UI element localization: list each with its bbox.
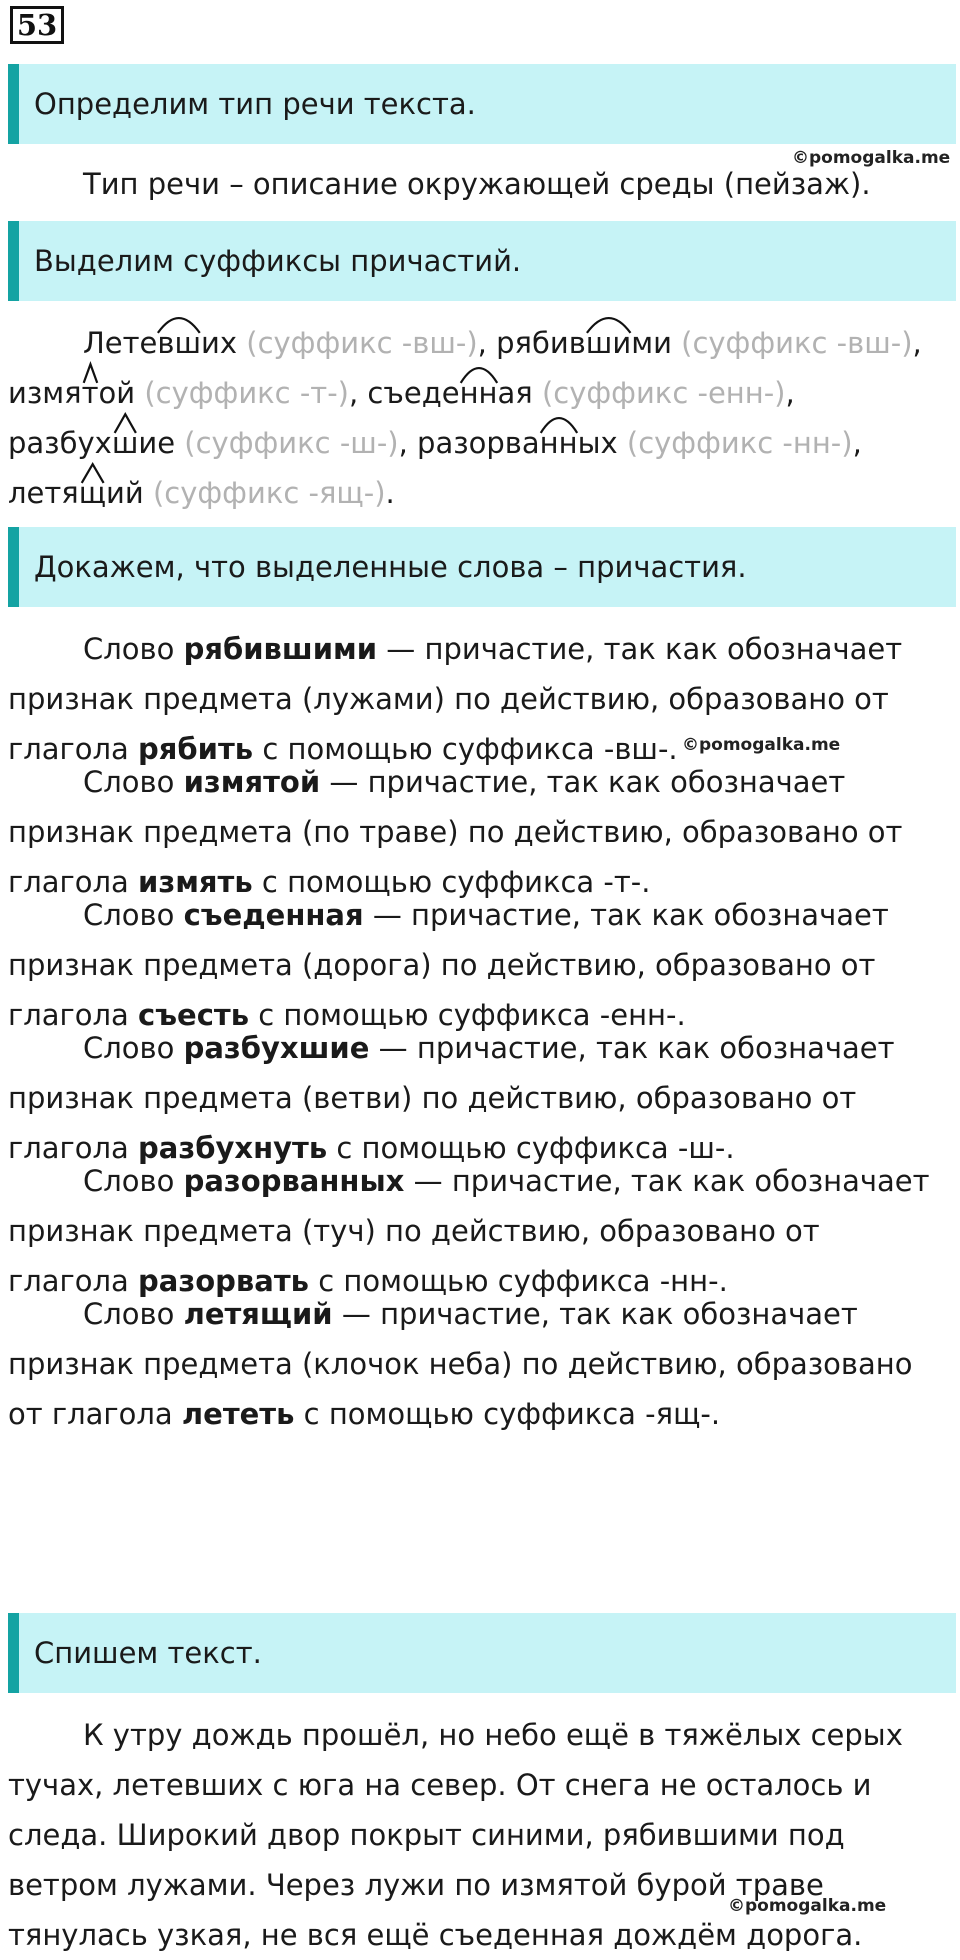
word-ending: ой (98, 376, 136, 410)
proof-text: — причастие, так как обозначает (363, 898, 889, 932)
participle-word (417, 426, 618, 460)
punctuation: , (785, 376, 795, 410)
word-ending: их (201, 326, 238, 360)
suffix-arc-icon (540, 412, 578, 434)
proof-text: — причастие, так как обозначает (404, 1164, 930, 1198)
proof-text: Слово (83, 1031, 184, 1065)
proof-text: — причастие, так как обозначает (320, 765, 846, 799)
word-suffix: вш (157, 318, 201, 368)
proof-line (8, 1073, 956, 1123)
punctuation: , (852, 426, 862, 460)
key-word: разорвать (138, 1264, 309, 1298)
proof-text: признак предмета (дорога) по действию, образовано от (8, 948, 876, 982)
participle-word (496, 326, 672, 360)
suffix-arc-icon (79, 462, 106, 484)
word-ending: ых (577, 426, 618, 460)
task-number: 53 (10, 6, 64, 44)
header-suffixes: Выделим суффиксы причастий. (8, 221, 956, 301)
key-word: съесть (138, 998, 250, 1032)
proof-text: глагола (8, 1264, 139, 1298)
suffix-arc-icon (460, 362, 498, 384)
participle-word (8, 376, 135, 410)
suffix-note: (суффикс -ящ-) (152, 476, 386, 510)
suffix-line (8, 468, 956, 518)
proof-text: с помощью суффикса -нн-. (308, 1264, 728, 1298)
word-stem: летя (8, 476, 79, 510)
proof-text: — причастие, так как обозначает (377, 632, 903, 666)
key-word: разбухшие (183, 1031, 370, 1065)
suffix-line (8, 318, 956, 368)
proof-text: глагола (8, 865, 139, 899)
proof-line (8, 1206, 956, 1256)
key-word: измять (138, 865, 253, 899)
proof-line (8, 1289, 956, 1339)
participle-word (83, 326, 237, 360)
proof-text: — причастие, так как обозначает (369, 1031, 895, 1065)
suffix-line (8, 418, 956, 468)
suffix-arc-icon (586, 312, 631, 334)
copied-line: следа. Широкий двор покрыт синими, рябившими под (8, 1818, 845, 1852)
word-stem: съеде (367, 376, 460, 410)
key-word: измятой (183, 765, 321, 799)
copied-line: тучах, летевших с юга на север. От снега не осталось и (8, 1768, 872, 1802)
proof-text: Слово (83, 765, 184, 799)
proof-text: признак предмета (по траве) по действию, образовано от (8, 815, 903, 849)
word-ending: ая (497, 376, 533, 410)
suffix-line (8, 368, 956, 418)
word-stem: измя (8, 376, 82, 410)
word-stem: рябив (496, 326, 586, 360)
header-speech-type: Определим тип речи текста. (8, 64, 956, 144)
key-word: рябить (138, 732, 254, 766)
proof-line (8, 1156, 956, 1206)
watermark: ©pomogalka.me (682, 735, 841, 755)
proof-text: от глагола (8, 1397, 182, 1431)
word-stem: разбух (8, 426, 112, 460)
suffix-note: (суффикс -т-) (144, 376, 349, 410)
suffix-arc-icon (157, 312, 201, 334)
word-suffix: ши (586, 318, 631, 368)
key-word: рябившими (183, 632, 378, 666)
word-stem: разорва (417, 426, 540, 460)
word-ending: ми (631, 326, 672, 360)
proof-paragraph (8, 1156, 956, 1306)
proof-line (8, 1389, 956, 1439)
proof-text: глагола (8, 998, 139, 1032)
proof-text: с помощью суффикса -ш-. (327, 1131, 735, 1165)
punctuation: , (477, 326, 487, 360)
copied-line: К утру дождь прошёл, но небо ещё в тяжёлых серых (83, 1718, 903, 1752)
proof-text: признак предмета (клочок неба) по действию, образовано (8, 1347, 913, 1381)
key-word: лететь (181, 1397, 295, 1431)
word-suffix: нн (460, 368, 498, 418)
proof-text: признак предмета (ветви) по действию, образовано от (8, 1081, 857, 1115)
header-copy: Спишем текст. (8, 1613, 956, 1693)
punctuation: , (348, 376, 359, 410)
proof-paragraph (8, 757, 956, 907)
proof-line (8, 624, 956, 674)
word-suffix: т (82, 368, 99, 418)
proof-line (8, 757, 956, 807)
proof-text: глагола (8, 732, 139, 766)
suffix-note: (суффикс -нн-) (626, 426, 853, 460)
key-word: разбухнуть (138, 1131, 328, 1165)
proof-paragraph (8, 890, 956, 1040)
word-ending: ие (138, 426, 176, 460)
proof-line (8, 674, 956, 724)
punctuation: . (385, 476, 395, 510)
suffix-arc-icon (112, 412, 139, 434)
copied-text (8, 1710, 956, 1960)
suffix-arc-icon (82, 362, 99, 384)
watermark: ©pomogalka.me (728, 1896, 887, 1916)
suffix-note: (суффикс -ш-) (184, 426, 399, 460)
proof-text: Слово (83, 1297, 184, 1331)
suffix-note: (суффикс -енн-) (541, 376, 786, 410)
proof-text: с помощью суффикса -ящ-. (294, 1397, 721, 1431)
suffix-note: (суффикс -вш-) (681, 326, 913, 360)
proof-line (8, 890, 956, 940)
proof-paragraph (8, 1289, 956, 1439)
proof-text: глагола (8, 1131, 139, 1165)
proof-text: Слово (83, 632, 184, 666)
watermark: ©pomogalka.me (792, 148, 951, 168)
proof-text: с помощью суффикса -енн-. (249, 998, 686, 1032)
participle-word (367, 376, 532, 410)
word-suffix: ш (112, 418, 139, 468)
proof-line (8, 1339, 956, 1389)
word-suffix: нн (540, 418, 578, 468)
suffix-words-paragraph (8, 318, 956, 518)
proof-text: с помощью суффикса -т-. (252, 865, 651, 899)
proof-text: с помощью суффикса -вш-. (253, 732, 678, 766)
proof-text: — причастие, так как обозначает (332, 1297, 858, 1331)
suffix-note: (суффикс -вш-) (246, 326, 478, 360)
word-suffix: щ (79, 468, 106, 518)
speech-type-answer: Тип речи – описание окружающей среды (пейзаж). (83, 167, 871, 201)
key-word: разорванных (183, 1164, 405, 1198)
punctuation: , (912, 326, 922, 360)
word-stem: Лете (83, 326, 158, 360)
proof-paragraph (8, 1023, 956, 1173)
word-ending: ий (106, 476, 144, 510)
proof-text: признак предмета (туч) по действию, образовано от (8, 1214, 820, 1248)
proof-text: признак предмета (лужами) по действию, образовано от (8, 682, 889, 716)
participle-word (8, 476, 144, 510)
key-word: съеденная (183, 898, 364, 932)
participle-word (8, 426, 175, 460)
proof-line (8, 1023, 956, 1073)
proof-line (8, 807, 956, 857)
proof-line (8, 940, 956, 990)
proof-text: Слово (83, 898, 184, 932)
punctuation: , (398, 426, 408, 460)
header-prove: Докажем, что выделенные слова – причастия. (8, 527, 956, 607)
key-word: летящий (183, 1297, 333, 1331)
copied-line: ветром лужами. Через лужи по измятой бурой траве (8, 1868, 824, 1902)
copied-line: тянулась узкая, не вся ещё съеденная дождём дорога. (8, 1918, 863, 1952)
proof-text: Слово (83, 1164, 184, 1198)
